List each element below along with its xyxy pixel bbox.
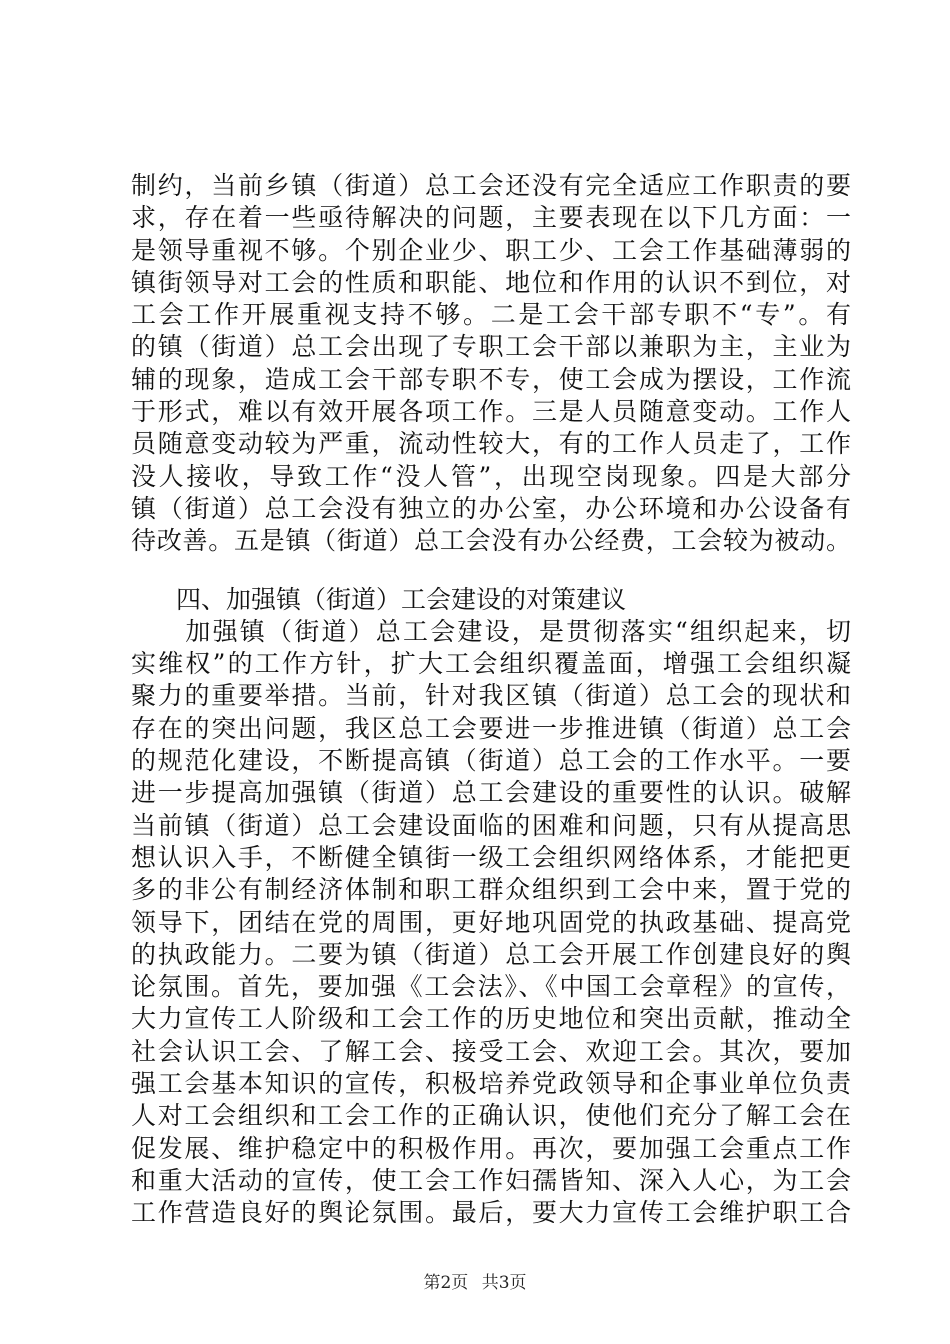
text-line: 员随意变动较为严重，流动性较大，有的工作人员走了，工作 [131,429,851,459]
text-line: 当前镇（街道）总工会建设面临的困难和问题，只有从提高思 [131,810,851,840]
paragraph-recommendations [131,616,851,1230]
text-line: 聚力的重要举措。当前，针对我区镇（街道）总工会的现状和 [131,681,851,711]
text-line: 于形式，难以有效开展各项工作。三是人员随意变动。工作人 [131,397,851,427]
page-number: 第2页 [423,1273,469,1293]
text-line: 工会工作开展重视支持不够。二是工会干部专职不“专”。有 [131,300,851,330]
text-line: 人对工会组织和工会工作的正确认识，使他们充分了解工会在 [131,1101,851,1131]
text-line: 的镇（街道）总工会出现了专职工会干部以兼职为主，主业为 [131,332,851,362]
text-line: 制约，当前乡镇（街道）总工会还没有完全适应工作职责的要 [131,171,851,200]
text-line: 想认识入手，不断健全镇街一级工会组织网络体系，才能把更 [131,842,851,872]
document-body [131,170,851,1230]
text-line: 没人接收，导致工作“没人管”，出现空岗现象。四是大部分 [131,461,851,491]
text-line: 多的非公有制经济体制和职工群众组织到工会中来，置于党的 [131,875,851,905]
text-line: 强工会基本知识的宣传，积极培养党政领导和企事业单位负责 [131,1069,851,1099]
page-footer [0,1272,950,1294]
text-line: 工作营造良好的舆论氛围。最后，要大力宣传工会维护职工合 [131,1198,851,1228]
text-line: 辅的现象，造成工会干部专职不专，使工会成为摆设，工作流 [131,364,851,394]
paragraph-problems [131,170,851,558]
text-line: 存在的突出问题，我区总工会要进一步推进镇（街道）总工会 [131,713,851,743]
text-line: 待改善。五是镇（街道）总工会没有办公经费，工会较为被动。 [131,526,851,556]
section-heading: 四、加强镇（街道）工会建设的对策建议 [176,584,627,614]
text-line: 进一步提高加强镇（街道）总工会建设的重要性的认识。破解 [131,778,851,808]
paragraph-spacer [131,558,851,584]
text-line: 求，存在着一些亟待解决的问题，主要表现在以下几方面：一 [131,203,851,233]
text-line: 和重大活动的宣传，使工会工作妇孺皆知、深入人心，为工会 [131,1165,851,1195]
text-line: 促发展、维护稳定中的积极作用。再次，要加强工会重点工作 [131,1133,851,1163]
text-line: 大力宣传工人阶级和工会工作的历史地位和突出贡献，推动全 [131,1004,851,1034]
text-line: 是领导重视不够。个别企业少、职工少、工会工作基础薄弱的 [131,235,851,265]
text-line: 的执政能力。二要为镇（街道）总工会开展工作创建良好的舆 [131,939,851,969]
text-line: 领导下，团结在党的周围，更好地巩固党的执政基础、提高党 [131,907,851,937]
page-total: 共3页 [481,1273,527,1293]
text-line: 社会认识工会、了解工会、接受工会、欢迎工会。其次，要加 [131,1036,851,1066]
text-line: 论氛围。首先，要加强《工会法》、《中国工会章程》的宣传， [131,972,851,1002]
text-line: 加强镇（街道）总工会建设，是贯彻落实“组织起来，切 [131,616,851,646]
text-line: 镇（街道）总工会没有独立的办公室，办公环境和办公设备有 [131,493,851,523]
text-line: 实维权”的工作方针，扩大工会组织覆盖面，增强工会组织凝 [131,649,851,679]
text-line: 镇街领导对工会的性质和职能、地位和作用的认识不到位，对 [131,267,851,297]
text-line: 的规范化建设，不断提高镇（街道）总工会的工作水平。一要 [131,746,851,776]
